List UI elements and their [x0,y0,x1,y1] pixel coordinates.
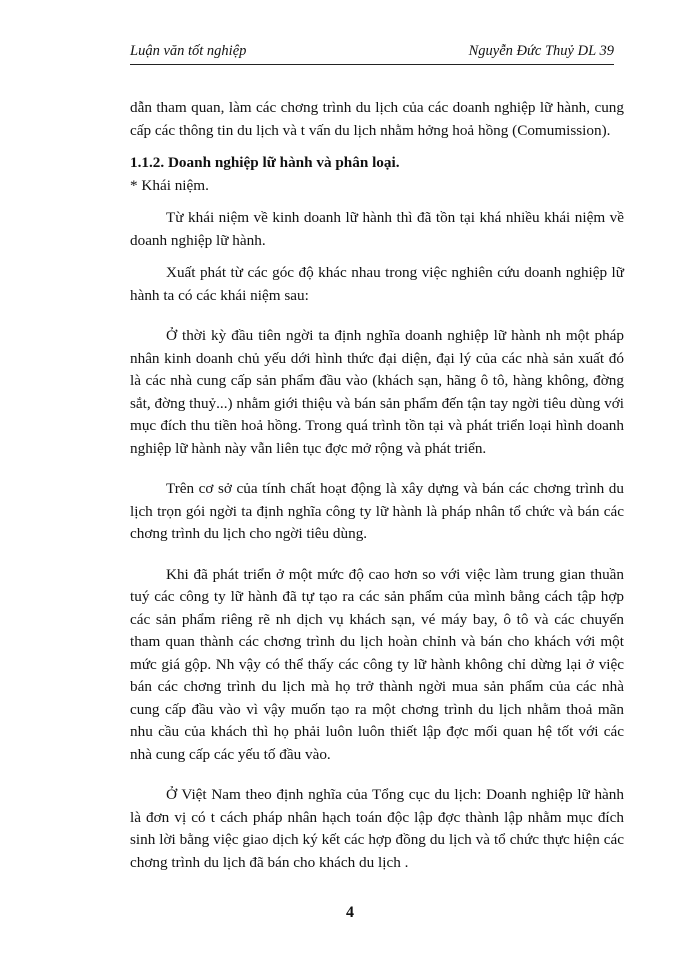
header-right-text: Nguyễn Đức Thuỷ DL 39 [468,43,614,59]
subheading-concept: * Khái niệm. [130,176,209,194]
paragraph-4: Ở thời kỳ đầu tiên ngời ta định nghĩa doanh nghiệp lữ hành nh một pháp nhân kinh doanh chủ yếu dới hình thức đại diện, đại lý của các nhà sản xuất đó là các nhà cung cấp sản phẩm đầu vào (khách sạn, hãng ô tô, hàng không, đờng sắt, đờng thuỷ...) nhằm giới thiệu và bán sản phẩm đến tận tay ngời tiêu dùng với mục đích thu tiền hoả hồng. Trong quá trình tồn tại và phát triển loại hình doanh nghiệp lữ hành này vẫn liên tục đợc mở rộng và phát triển. [130,327,624,457]
paragraph-5: Trên cơ sở của tính chất hoạt động là xây dựng và bán các chơng trình du lịch trọn gói ngời ta định nghĩa công ty lữ hành là pháp nhân tổ chức và bán các chơng trình du lịch cho ngời tiêu dùng. [130,480,624,542]
paragraph-continuation: dẫn tham quan, làm các chơng trình du lịch của các doanh nghiệp lữ hành, cung cấp các thông tin du lịch và t vấn du lịch nhằm hởng hoả hồng (Comumission). [130,99,624,139]
page-number: 4 [346,904,354,921]
paragraph-2: Từ khái niệm về kinh doanh lữ hành thì đã tồn tại khá nhiều khái niệm về doanh nghiệp lữ hành. [130,209,624,249]
paragraph-3: Xuất phát từ các góc độ khác nhau trong việc nghiên cứu doanh nghiệp lữ hành ta có các khái niệm sau: [130,264,624,304]
paragraph-7: Ở Việt Nam theo định nghĩa của Tổng cục du lịch: Doanh nghiệp lữ hành là đơn vị có t cách pháp nhân hạch toán độc lập đợc thành lập nhằm mục đích sinh lời bằng việc giao dịch ký kết các hợp đồng du lịch và tổ chức thực hiện các chơng trình du lịch đã bán cho khách du lịch . [130,786,624,871]
paragraph-6: Khi đã phát triển ở một mức độ cao hơn so với việc làm trung gian thuần tuý các công ty lữ hành đã tự tạo ra các sản phẩm của mình bằng cách tập hợp các sản phẩm riêng rẽ nh dịch vụ khách sạn, vé máy bay, ô tô và các chuyến tham quan thành các chơng trình du lịch hoàn chỉnh và bán cho khách với một mức giá gộp. Nh vậy có thể thấy các công ty lữ hành không chỉ dừng lại ở việc bán các chơng trình du lịch mà họ trở thành ngời mua sản phẩm của các nhà cung cấp đầu vào vì vậy muốn tạo ra một chơng trình du lịch nhằm thoả mãn nhu cầu của khách thì họ phải luôn luôn thiết lập đợc mối quan hệ tốt với các nhà cung cấp các yếu tố đầu vào. [130,565,624,763]
document-body [130,97,624,874]
section-heading: 1.1.2. Doanh nghiệp lữ hành và phân loại. [130,154,400,171]
header-left-text: Luận văn tốt nghiệp [130,43,247,59]
page-header [130,40,614,65]
